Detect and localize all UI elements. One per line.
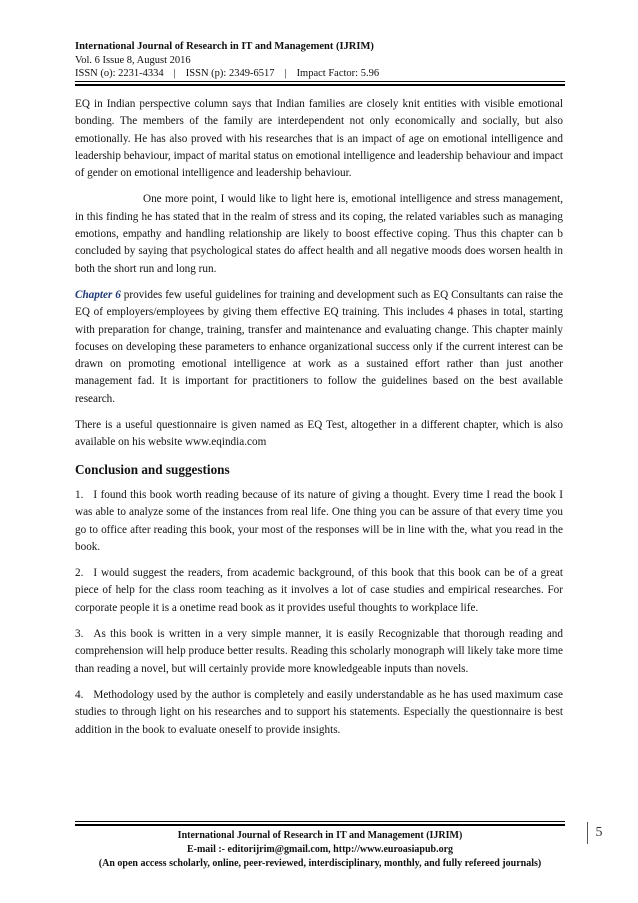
list-item <box>75 626 563 678</box>
separator: | <box>284 68 287 79</box>
paragraph-text: provides few useful guidelines for training and development such as EQ Consultants can raise the EQ of employers/employees by giving them effective EQ training. This includes 4 phases in total, starting with preparation for change, training, transfer and maintenance and evaluating change. This chapter mainly focuses on developing these parameters to enhance organizational success only if the current interest can be drawn on promoting emotional intelligence at work as a sustained effort rather than just another management fad. It is important for practitioners to follow the guidelines based on the best available research. <box>75 288 563 405</box>
list-item-text: Methodology used by the author is completely and easily understandable as he has used maximum case studies to through light on his researches and to support his statements. Especially the questionnaire is best addition in the book to evaluate oneself to provide insights. <box>75 688 563 736</box>
list-item-text: I would suggest the readers, from academic background, of this book that this book can be of a great piece of help for the class room teaching as it involves a lot of case studies and empirical researches. For corporate people it is a onetime read book as it provides useful thoughts to workplace life. <box>75 567 563 614</box>
header-rule-thin <box>75 81 565 82</box>
list-item-number: 4. <box>75 688 84 701</box>
list-item-number: 3. <box>75 628 84 641</box>
separator: | <box>173 68 176 79</box>
paragraph: One more point, I would like to light here is, emotional intelligence and stress management, in this finding he has stated that in the realm of stress and its coping, the related variables such as managing emotions, empathy and handling relationship are likely to boost effective coping. Thus this chapter can b concluded by saying that psychological states do affect health and all negative moods does worsen health in both the short run and long run. <box>75 193 563 275</box>
chapter-label: Chapter 6 <box>75 288 121 301</box>
list-item-number: 1. <box>75 488 84 501</box>
header-rule-thick <box>75 84 565 86</box>
header-issn-print: ISSN (p): 2349-6517 <box>185 68 275 79</box>
list-item <box>75 687 563 739</box>
header-issn-online: ISSN (o): 2231-4334 <box>75 68 164 79</box>
paragraph: EQ in Indian perspective column says that Indian families are closely knit entities with visible emotional bonding. The members of the family are interdependent not only economically and socially, but also emotionally. He has also proved with his researches that is an impact of age on emotional intelligence and leadership behaviour, impact of marital status on emotional intelligence and leadership behaviour and impact of gender on emotional intelligence and leadership behaviour. <box>75 98 563 180</box>
footer-journal-title: International Journal of Research in IT and Management (IJRIM) <box>177 830 463 841</box>
article-body <box>75 96 563 748</box>
list-item-text: As this book is written in a very simple manner, it is easily Recognizable that thorough reading and comprehension will help produce better results. Reading this scholarly monograph will likely take more time than reading a novel, but will certainly provide more knowledgeable inputs than novels. <box>75 628 563 675</box>
paragraph <box>75 287 563 408</box>
page-header <box>75 40 570 81</box>
header-journal-title: International Journal of Research in IT and Management (IJRIM) <box>75 41 374 52</box>
header-issn-line <box>75 67 570 81</box>
list-item-number: 2. <box>75 567 84 580</box>
paragraph: There is a useful questionnaire is given named as EQ Test, altogether in a different chapter, which is also available on his website www.eqindia.com <box>75 419 563 449</box>
section-heading: Conclusion and suggestions <box>75 461 230 477</box>
list-item-text: I found this book worth reading because of its nature of giving a thought. Every time I read the book I was able to analyze some of the instances from real life. One thing you can be assure of that every time you go to office after reading this book, your most of the responses will be in line with the, what you read in the book. <box>75 488 563 553</box>
page-footer <box>60 829 580 871</box>
list-item <box>75 487 563 556</box>
footer-email: E-mail :- editorijrim@gmail.com, http://www.euroasiapub.org <box>186 844 454 855</box>
header-impact-factor: Impact Factor: 5.96 <box>296 68 380 79</box>
page-number: 5 <box>587 822 610 844</box>
footer-rule-thin <box>75 821 565 822</box>
footer-note: (An open access scholarly, online, peer-reviewed, interdisciplinary, monthly, and fully refereed journals) <box>98 858 542 869</box>
list-item <box>75 565 563 617</box>
footer-rule-thick <box>75 824 565 826</box>
header-volume: Vol. 6 Issue 8, August 2016 <box>75 54 191 66</box>
